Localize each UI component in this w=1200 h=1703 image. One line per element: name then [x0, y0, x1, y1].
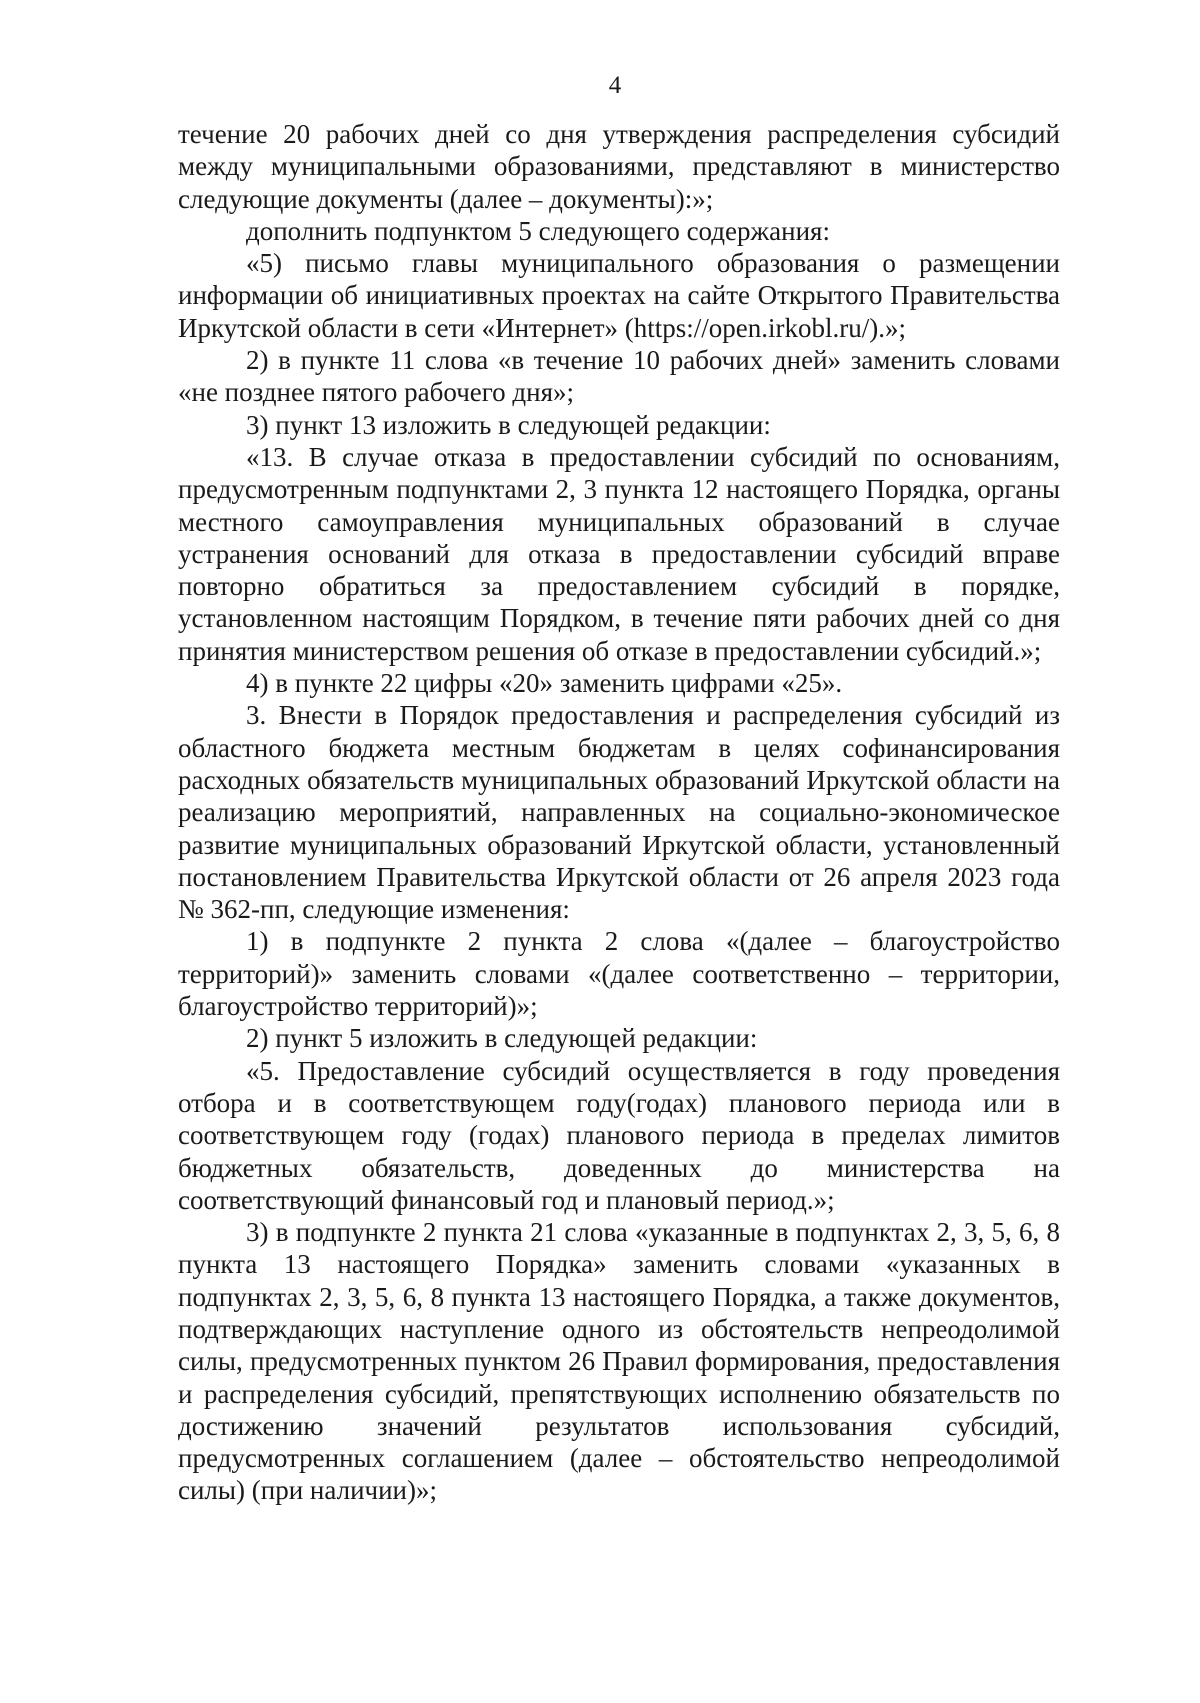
paragraph: 4) в пункте 22 цифры «20» заменить цифрами «25».	[246, 668, 843, 699]
paragraph: 3) пункт 13 изложить в следующей редакции:	[246, 409, 771, 440]
paragraph: 2) пункт 5 изложить в следующей редакции:	[246, 1023, 758, 1054]
paragraph: «5. Предоставление субсидий осуществляется в году проведения отбора и в соответствующем году(годах) планового периода или в соответствующем году (годах) планового периода в пределах лимитов бюджетных обязательств, доведенных до министерства на соответствующий финансовый год и плановый период.»;	[178, 1055, 1060, 1215]
paragraph: 3. Внести в Порядок предоставления и распределения субсидий из областного бюджета местным бюджетам в целях софинансирования расходных обязательств муниципальных образований Иркутской области на реализацию мероприятий, направленных на социально-экономическое развитие муниципальных образований Иркутской области, установленный постановлением Правительства Иркутской области от 26 апреля 2023 года № 362-пп, следующие изменения:	[178, 700, 1060, 925]
paragraph: 2) в пункте 11 слова «в течение 10 рабочих дней» заменить словами «не позднее пятого рабочего дня»;	[178, 345, 1060, 408]
paragraph: 1) в подпункте 2 пункта 2 слова «(далее – благоустройство территорий)» заменить словами «(далее соответственно – территории, благоустройство территорий)»;	[178, 926, 1060, 1022]
paragraph: 3) в подпункте 2 пункта 21 слова «указанные в подпунктах 2, 3, 5, 6, 8 пункта 13 настоящего Порядка» заменить словами «указанных в подпунктах 2, 3, 5, 6, 8 пункта 13 настоящего Порядка, а также документов, подтверждающих наступление одного из обстоятельств непреодолимой силы, предусмотренных пунктом 26 Правил формирования, предоставления и распределения субсидий, препятствующих исполнению обязательств по достижению значений результатов использования субсидий, предусмотренных соглашением (далее – обстоятельство непреодолимой силы) (при наличии)»;	[178, 1217, 1060, 1506]
page-number: 4	[608, 72, 622, 99]
document-body	[178, 118, 1060, 1507]
paragraph: «5) письмо главы муниципального образования о размещении информации об инициативных проектах на сайте Открытого Правительства Иркутской области в сети «Интернет» (https://open.irkobl.ru/).»;	[178, 248, 1060, 343]
paragraph: «13. В случае отказа в предоставлении субсидий по основаниям, предусмотренным подпунктами 2, 3 пункта 12 настоящего Порядка, органы местного самоуправления муниципальных образований в случае устранения оснований для отказа в предоставлении субсидий вправе повторно обратиться за предоставлением субсидий в порядке, установленном настоящим Порядком, в течение пяти рабочих дней со дня принятия министерством решения об отказе в предоставлении субсидий.»;	[178, 441, 1060, 666]
paragraph: течение 20 рабочих дней со дня утверждения распределения субсидий между муниципальными образованиями, представляют в министерство следующие документы (далее – документы):»;	[178, 119, 1060, 214]
paragraph: дополнить подпунктом 5 следующего содержания:	[246, 215, 830, 246]
